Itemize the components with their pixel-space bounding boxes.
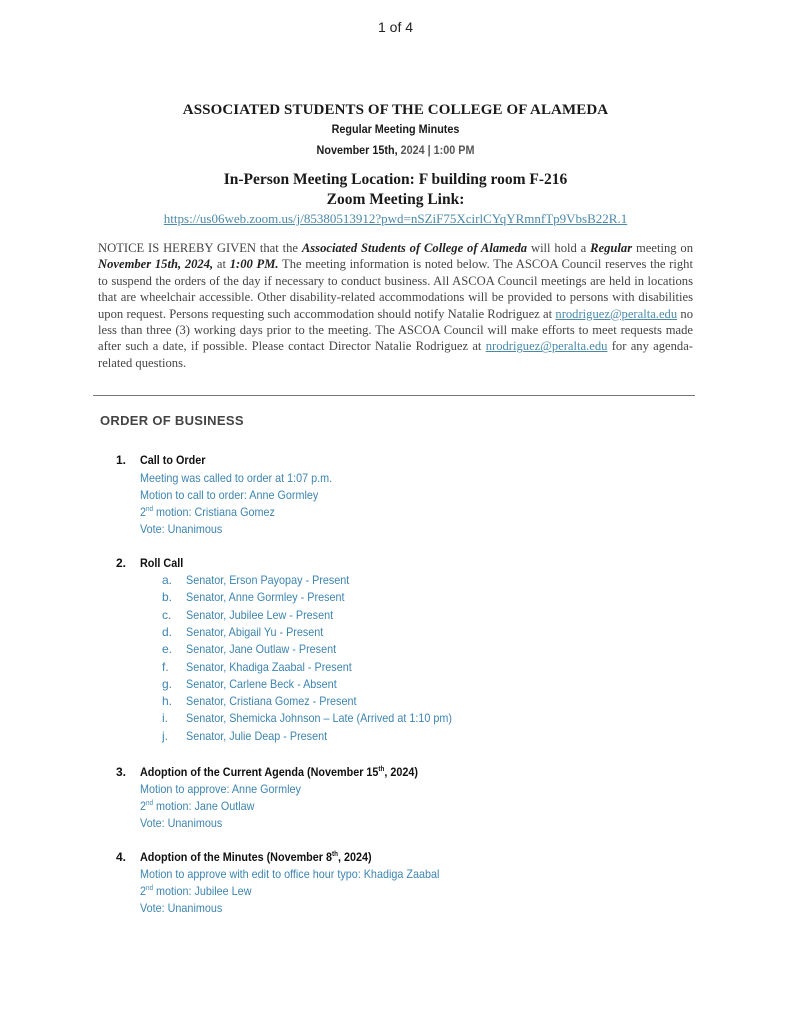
- page-indicator: 1 of 4: [377, 19, 414, 35]
- item-title: [140, 765, 418, 779]
- meeting-date: [40, 143, 752, 157]
- item-line: Vote: Unanimous: [140, 901, 223, 915]
- item-line: Vote: Unanimous: [140, 816, 223, 830]
- roll-call-letter: c.: [162, 607, 172, 622]
- notice-time: 1:00 PM.: [229, 257, 279, 272]
- ordinal-suffix: nd: [146, 885, 154, 892]
- email-link[interactable]: nrodriguez@peralta.edu: [485, 339, 608, 354]
- second-motion: motion: Cristiana Gomez: [153, 505, 275, 519]
- notice-text: meeting on: [632, 241, 694, 255]
- meeting-location: In-Person Meeting Location: F building room F-216: [223, 171, 568, 188]
- roll-call-letter: g.: [162, 676, 173, 691]
- roll-call-letter: e.: [162, 642, 173, 657]
- divider: [93, 395, 695, 396]
- second-motion: motion: Jubilee Lew: [153, 884, 252, 898]
- ordinal-suffix: nd: [146, 506, 154, 513]
- notice-text: at: [213, 257, 230, 272]
- ordinal: 2: [140, 799, 147, 813]
- item-line: Vote: Unanimous: [140, 522, 223, 536]
- notice-text: NOTICE IS HEREBY GIVEN that the: [98, 241, 302, 255]
- item-line: Meeting was called to order at 1:07 p.m.: [140, 471, 333, 485]
- roll-call-letter: a.: [162, 573, 173, 587]
- title-text: Adoption of the Minutes (November 8: [140, 850, 333, 864]
- notice-date: November 15th, 2024,: [98, 257, 214, 272]
- zoom-meeting-link[interactable]: https://us06web.zoom.us/j/85380513912?pwd=nSZiF75XcirlCYqYRmnfTp9VbsB22R.1: [163, 211, 628, 226]
- roll-call-letter: h.: [162, 694, 173, 709]
- title-text: Adoption of the Current Agenda (November 15: [140, 765, 379, 779]
- item-line: [140, 884, 252, 898]
- roll-call-text: Senator, Carlene Beck - Absent: [186, 676, 337, 691]
- item-line: [140, 505, 275, 519]
- roll-call-text: Senator, Khadiga Zaabal - Present: [186, 659, 352, 674]
- ordinal-suffix: th: [378, 766, 385, 773]
- item-title: Call to Order: [140, 453, 206, 467]
- notice-paragraph: [98, 240, 693, 371]
- title-text: , 2024): [384, 765, 418, 779]
- roll-call-text: Senator, Julie Deap - Present: [186, 728, 328, 743]
- roll-call-letter: f.: [162, 659, 169, 674]
- notice-text: no less than three (3) working days prior to the meeting. The ASCOA Council will make efforts to meet requests made after such a date, if possible. Please contact Director Natalie Rodriguez at: [98, 306, 694, 354]
- item-title: [140, 850, 372, 864]
- notice-meeting-type: Regular: [590, 241, 633, 255]
- roll-call-text: Senator, Abigail Yu - Present: [186, 624, 324, 639]
- roll-call-letter: i.: [162, 711, 168, 726]
- notice-text: for any agenda-related questions.: [98, 339, 694, 370]
- roll-call-text: Senator, Cristiana Gomez - Present: [186, 694, 357, 709]
- section-heading: ORDER OF BUSINESS: [100, 413, 244, 428]
- ordinal-suffix: nd: [146, 800, 154, 807]
- zoom-link-label: Zoom Meeting Link:: [326, 191, 465, 208]
- meeting-date-time: 2024 | 1:00 PM: [397, 143, 475, 157]
- roll-call-text: Senator, Jane Outlaw - Present: [186, 642, 337, 657]
- email-link[interactable]: nrodriguez@peralta.edu: [555, 306, 678, 321]
- roll-call-text: Senator, Shemicka Johnson – Late (Arrived at 1:10 pm): [186, 711, 452, 726]
- item-number: 1.: [116, 453, 127, 467]
- item-line: Motion to approve: Anne Gormley: [140, 782, 301, 796]
- roll-call-letter: b.: [162, 590, 173, 605]
- roll-call-text: Senator, Anne Gormley - Present: [186, 590, 345, 605]
- notice-text: will hold a: [527, 241, 591, 255]
- item-title: Roll Call: [140, 556, 184, 570]
- item-line: Motion to call to order: Anne Gormley: [140, 488, 319, 502]
- roll-call-text: Senator, Jubilee Lew - Present: [186, 607, 334, 622]
- roll-call-letter: d.: [162, 624, 173, 639]
- notice-org-name: Associated Students of College of Alameda: [301, 241, 528, 255]
- item-number: 2.: [116, 556, 127, 570]
- roll-call-letter: j.: [162, 728, 168, 743]
- meeting-date-bold: November 15th,: [316, 143, 398, 157]
- document-subtitle: Regular Meeting Minutes: [331, 122, 460, 136]
- title-text: , 2024): [337, 850, 372, 864]
- second-motion: motion: Jane Outlaw: [153, 799, 255, 813]
- item-line: Motion to approve with edit to office hour typo: Khadiga Zaabal: [140, 867, 440, 881]
- ordinal: 2: [140, 505, 147, 519]
- item-line: [140, 799, 254, 813]
- ordinal: 2: [140, 884, 147, 898]
- roll-call-text: Senator, Erson Payopay - Present: [186, 573, 350, 587]
- ordinal-suffix: th: [332, 851, 338, 858]
- item-number: 4.: [116, 850, 127, 864]
- item-number: 3.: [116, 765, 127, 779]
- organization-title: ASSOCIATED STUDENTS OF THE COLLEGE OF ALAMEDA: [182, 102, 609, 118]
- notice-text: The meeting information is noted below. The ASCOA Council reserves the right to suspend the orders of the day if necessary to conduct business. All ASCOA Council meetings are held in locations that are wheelchair accessible. Other disability-related accommodations will be provided to persons with disabilities upon request. Persons requesting such accommodation should notify Natalie Rodriguez at: [98, 257, 693, 321]
